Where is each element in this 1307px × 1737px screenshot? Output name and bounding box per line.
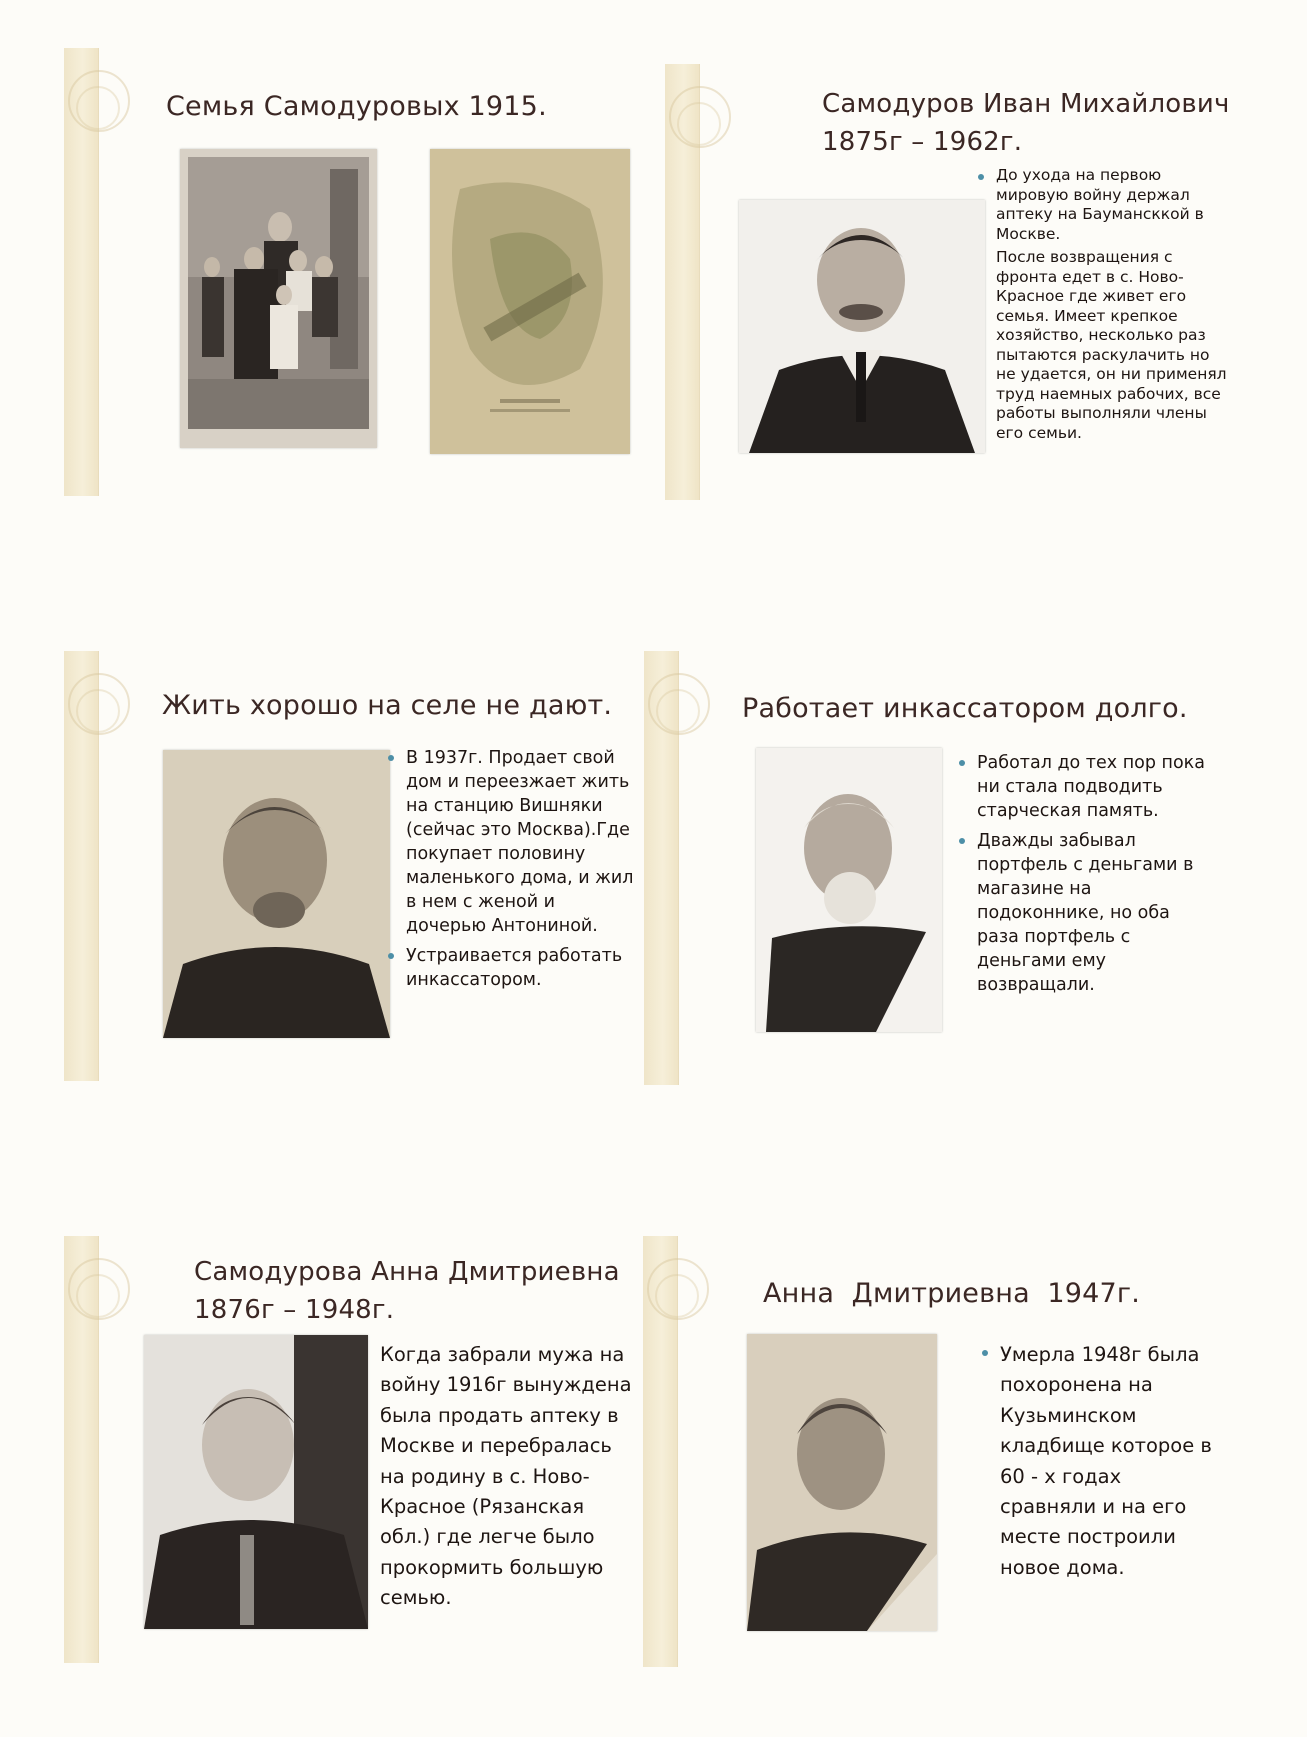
photo-back-side (430, 149, 630, 454)
decor-stripe (64, 48, 99, 496)
bullet-text: До ухода на первою мировую войну держал аптеку на Баумансккой в Москве. (996, 166, 1204, 243)
list-item (980, 1340, 1220, 1583)
slide2-title-years: 1875г – 1962г. (822, 127, 1023, 157)
list-item (386, 944, 638, 992)
anna-portrait-photo (144, 1335, 368, 1629)
decor-stripe (64, 651, 99, 1081)
list-item (360, 1340, 632, 1614)
bullet-text: После возвращения с фронта едет в с. Ново-Красное где живет его семья. Имеет крепкое хозяйство, несколько раз пытаются раскулачить но не удается, он ни применял труд наемных рабочих, все работы выполняли члены его семьи. (996, 248, 1227, 442)
ivan-elderly-portrait-photo (756, 748, 942, 1032)
bullet-text: Когда забрали мужа на войну 1916г вынуждена была продать аптеку в Москве и перебралась на родину в с. Ново-Красное (Рязанская обл.) где легче было прокормить большую семью. (380, 1343, 632, 1610)
list-item (386, 746, 638, 938)
list-item (976, 248, 1234, 443)
swirl-ornament-icon (76, 1274, 120, 1318)
family-photo (180, 149, 377, 448)
slide4-title: Работает инкассатором долго. (742, 693, 1188, 724)
decor-stripe (643, 1236, 678, 1667)
slide2-bullet-list (976, 166, 1234, 447)
swirl-ornament-icon (655, 1274, 699, 1318)
list-item (957, 751, 1209, 823)
slide5-title-years: 1876г – 1948г. (194, 1295, 395, 1325)
decor-stripe (644, 651, 679, 1085)
bullet-dot-icon (388, 953, 394, 959)
slide6-title: Анна Дмитриевна 1947г. (763, 1278, 1141, 1309)
swirl-ornament-icon (677, 102, 721, 146)
bullet-dot-icon (978, 174, 984, 180)
swirl-ornament-icon (76, 689, 120, 733)
ivan-older-portrait-photo (163, 750, 390, 1038)
swirl-ornament-icon (76, 86, 120, 130)
anna-1947-portrait-photo (747, 1334, 937, 1631)
slide5-bullet-list (360, 1340, 632, 1614)
bullet-text: Дважды забывал портфель с деньгами в магазине на подоконнике, но оба раза портфель с деньгами ему возвращали. (977, 831, 1194, 995)
list-item (976, 166, 1234, 244)
decor-stripe (64, 1236, 99, 1663)
bullet-text: Устраивается работать инкассатором. (406, 946, 623, 990)
bullet-dot-icon (388, 755, 394, 761)
bullet-dot-icon (959, 838, 965, 844)
bullet-text: В 1937г. Продает свой дом и переезжает жить на станцию Вишняки (сейчас это Москва).Где покупает половину маленького дома, и жил в нем с женой и дочерью Антониной. (406, 748, 634, 936)
slide3-title: Жить хорошо на селе не дают. (162, 690, 613, 721)
bullet-text: Работал до тех пор пока ни стала подводить старческая память. (977, 753, 1205, 821)
bullet-dot-icon (959, 760, 965, 766)
slide5-title-name: Самодурова Анна Дмитриевна (194, 1257, 620, 1287)
slide4-bullet-list (957, 751, 1209, 1003)
slide3-bullet-list (386, 746, 638, 998)
decor-stripe (665, 64, 700, 500)
ivan-portrait-photo (739, 200, 985, 453)
bullet-text: Умерла 1948г была похоронена на Кузьминском кладбище которое в 60 - х годах сравняли и на его месте построили новое дома. (1000, 1343, 1212, 1579)
slide2-title-name: Самодуров Иван Михайлович (822, 89, 1230, 119)
slide6-bullet-list (980, 1340, 1220, 1583)
list-item (957, 829, 1209, 997)
bullet-dot-icon (982, 1350, 988, 1356)
swirl-ornament-icon (656, 689, 700, 733)
slide1-title: Семья Самодуровых 1915. (166, 91, 547, 122)
